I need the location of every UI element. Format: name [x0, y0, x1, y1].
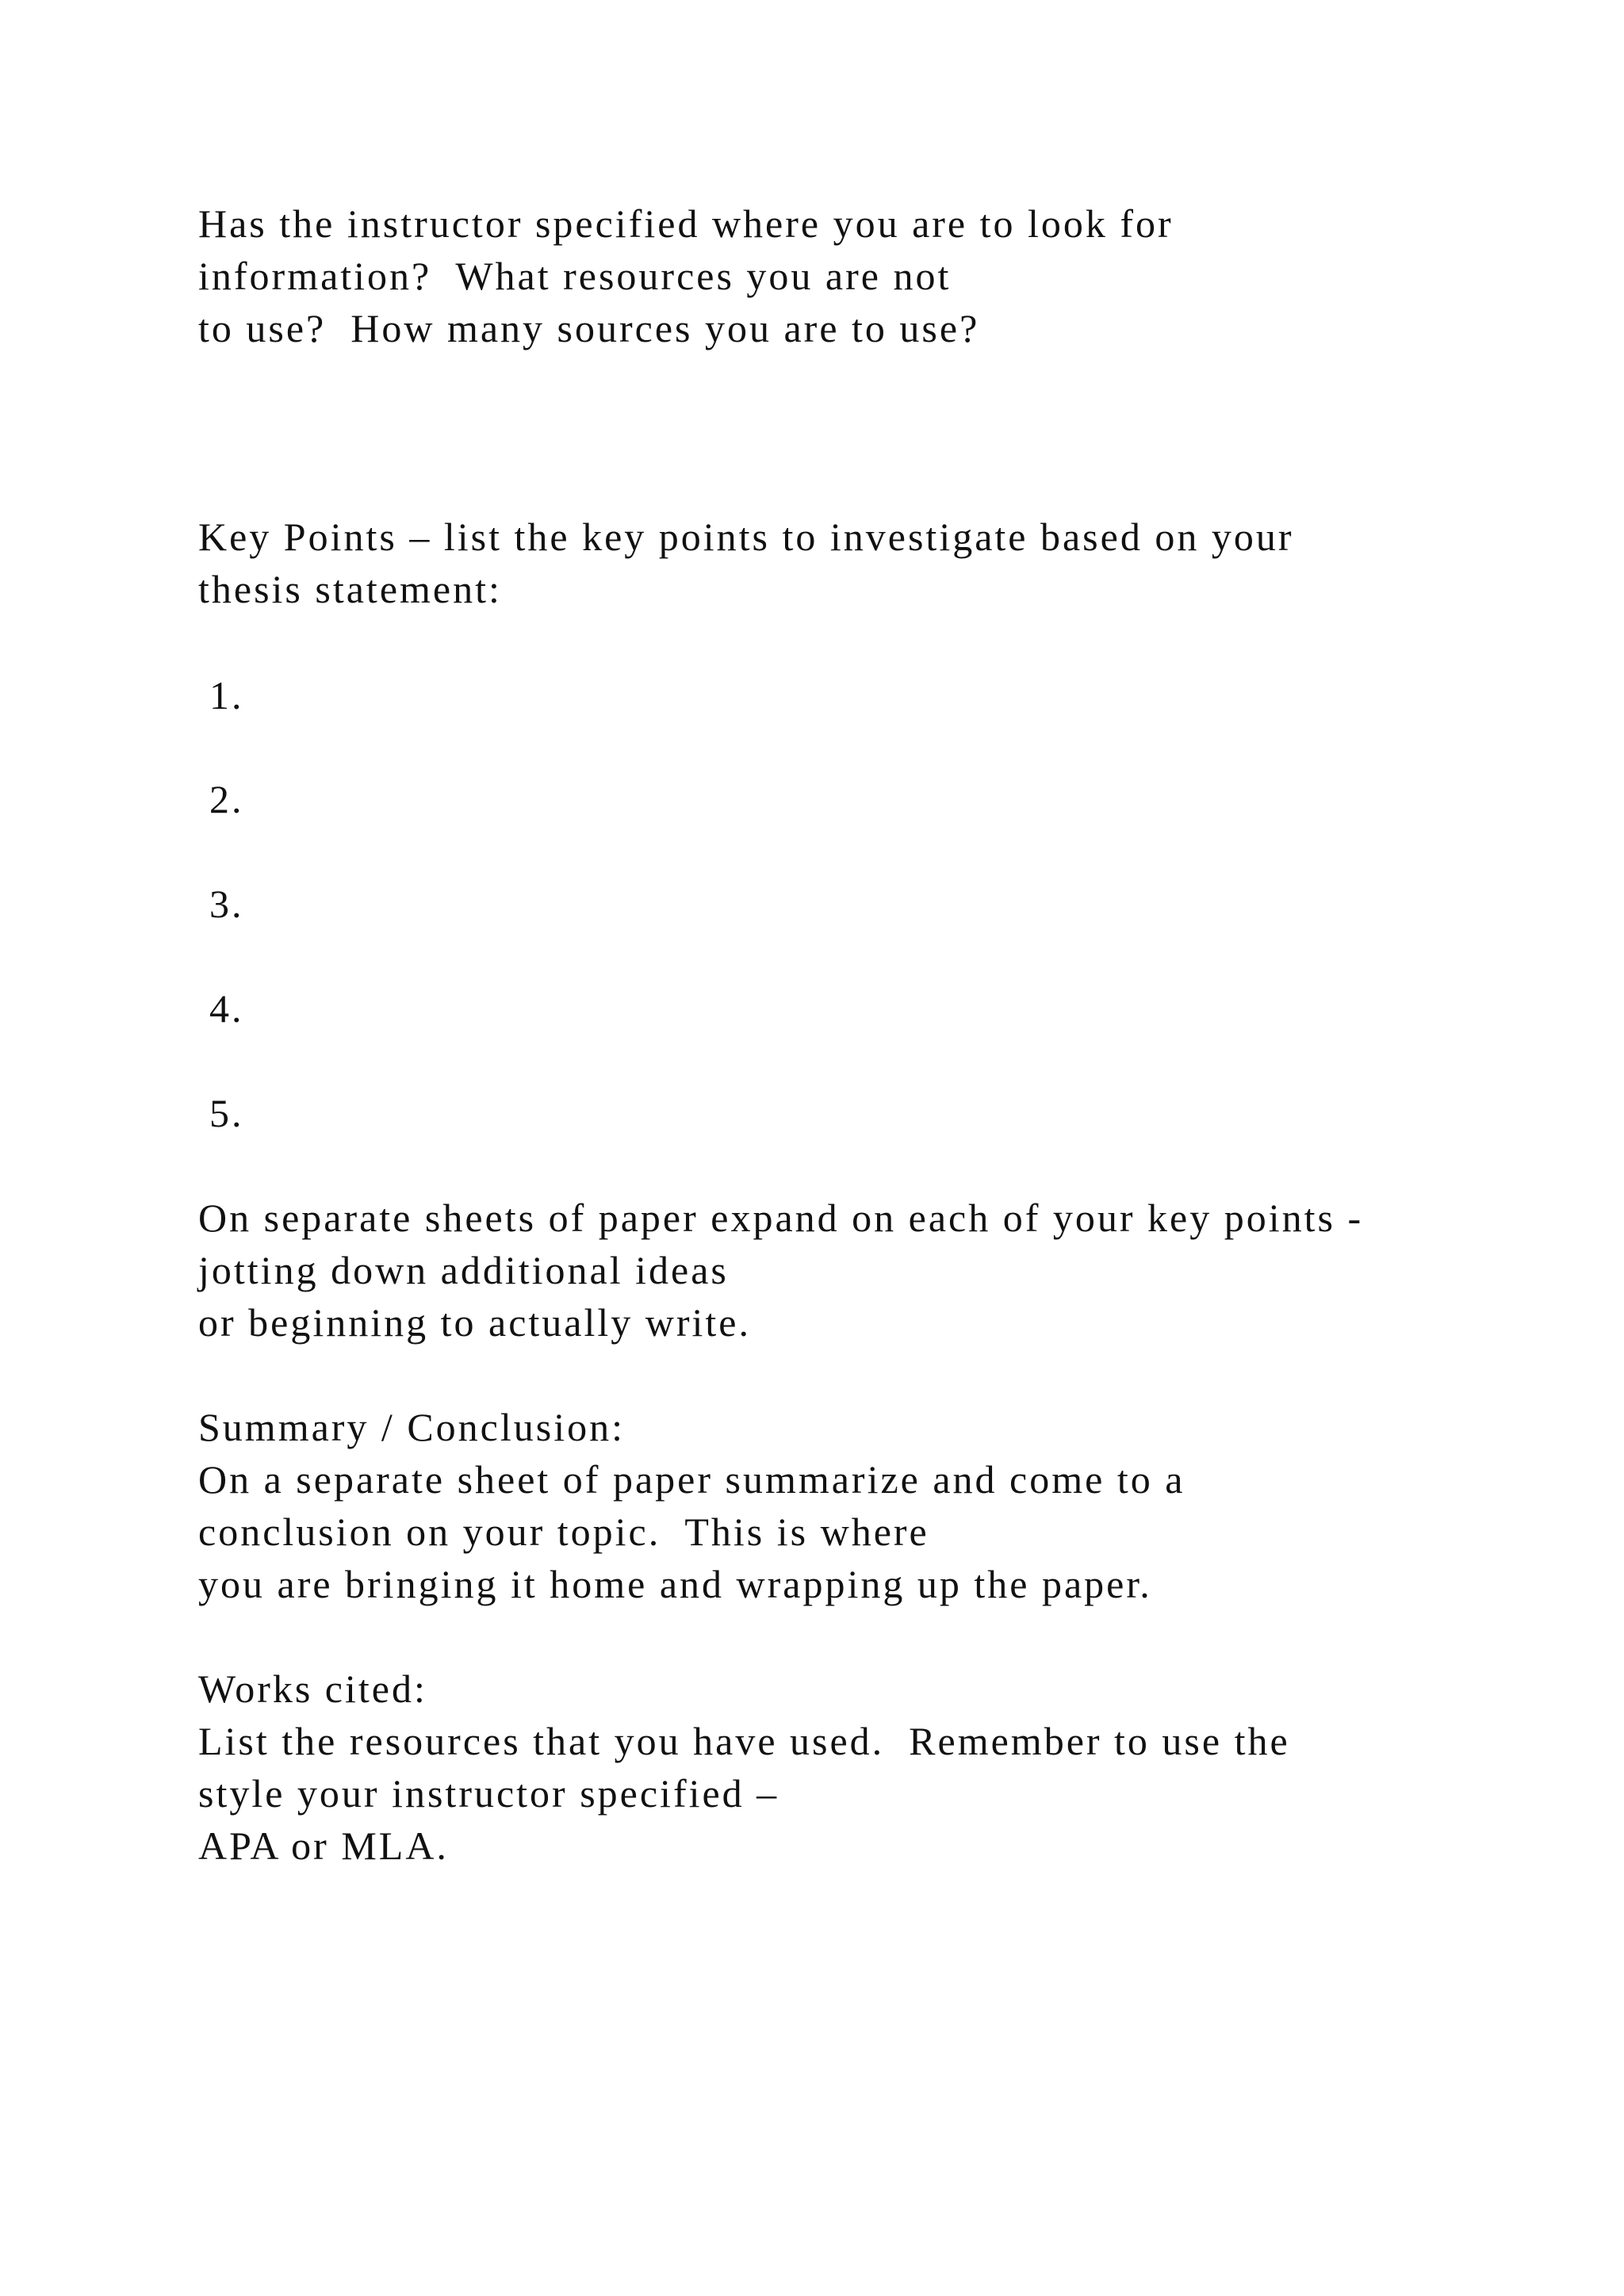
works-cited-heading: Works cited: — [198, 1667, 427, 1711]
key-point-number-2: 2. — [209, 777, 244, 821]
expand-line-3: or beginning to actually write. — [198, 1300, 752, 1345]
works-cited-line-1: List the resources that you have used. Remember to use the — [198, 1719, 1290, 1763]
key-points-heading-line-1: Key Points – list the key points to investigate based on your — [198, 515, 1294, 559]
summary-line-3: you are bringing it home and wrapping up the paper. — [198, 1562, 1152, 1606]
expand-line-1: On separate sheets of paper expand on each of your key points - — [198, 1196, 1364, 1240]
summary-line-1: On a separate sheet of paper summarize and come to a — [198, 1457, 1185, 1502]
expand-line-2: jotting down additional ideas — [198, 1248, 729, 1292]
intro-line-1: Has the instructor specified where you are to look for — [198, 201, 1174, 246]
summary-line-2: conclusion on your topic. This is where — [198, 1510, 929, 1554]
key-point-number-4: 4. — [209, 986, 244, 1031]
summary-heading: Summary / Conclusion: — [198, 1405, 625, 1449]
intro-line-3: to use? How many sources you are to use? — [198, 306, 980, 350]
key-points-heading-line-2: thesis statement: — [198, 567, 502, 611]
works-cited-line-3: APA or MLA. — [198, 1823, 449, 1868]
intro-line-2: information? What resources you are not — [198, 254, 952, 298]
key-point-number-3: 3. — [209, 882, 244, 926]
works-cited-line-2: style your instructor specified – — [198, 1771, 779, 1816]
key-point-number-1: 1. — [209, 673, 244, 718]
key-point-number-5: 5. — [209, 1091, 244, 1135]
